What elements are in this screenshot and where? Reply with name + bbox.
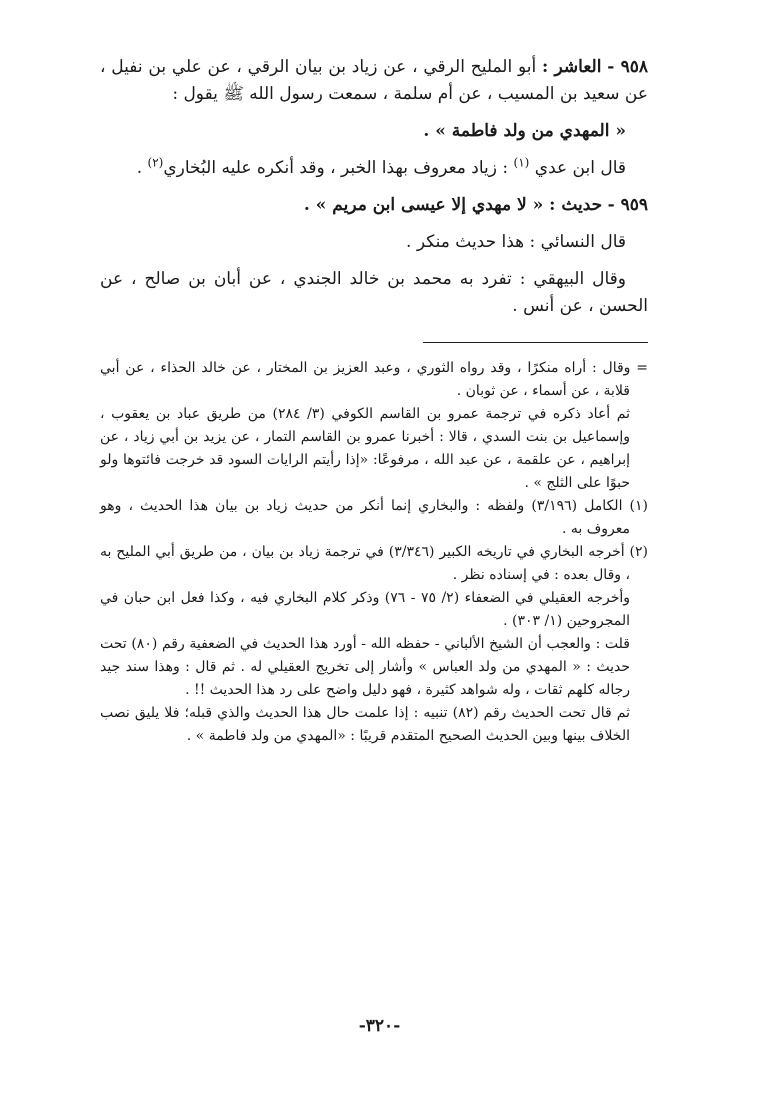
entry-heading: العاشر : bbox=[541, 57, 602, 77]
footnote-ref-2[interactable]: (٢) bbox=[147, 155, 164, 170]
footnote-2-para-b: وأخرجه العقيلي في الضعفاء (٢/ ٧٥ - ٧٦) وذكر كلام البخاري فيه ، وكذا فعل ابن حبان في المجروحين (١/ ٣٠٣) . bbox=[100, 590, 630, 629]
bayhaqi-statement: وقال البيهقي : تفرد به محمد بن خالد الجندي ، عن أبان بن صالح ، عن الحسن ، عن أنس . bbox=[100, 269, 648, 316]
hadith-quote: « المهدي من ولد فاطمة » . bbox=[423, 121, 626, 141]
entry-959 bbox=[100, 192, 648, 219]
page-number: -٣٢٠- bbox=[358, 1016, 401, 1036]
entry-text: أبو المليح الرقي ، عن زياد بن بيان الرقي ، عن علي بن نفيل ، عن سعيد بن المسيب ، عن أم سلمة ، سمعت رسول الله ﷺ يقول : bbox=[100, 57, 648, 104]
ibn-adi-statement bbox=[100, 155, 648, 182]
page-body bbox=[100, 54, 648, 748]
footnote-2-para-c: قلت : والعجب أن الشيخ الألباني - حفظه الله - أورد هذا الحديث في الضعفية رقم (٨٠) تحت حديث : « المهدي من ولد العباس » وأشار إلى تخريج العقيلي له . ثم قال : وهذا سند جيد رجاله كلهم ثقات ، وله شواهد كثيرة ، فهو دليل واضح على رد هذا الحديث !! . bbox=[100, 636, 630, 698]
footnote-2-para-d: ثم قال تحت الحديث رقم (٨٢) تنبيه : إذا علمت حال هذا الحديث والذي قبله؛ فلا يليق نصب الخلاف بينها وبين الحديث الصحيح المتقدم قريبًا : «المهدي من ولد فاطمة » . bbox=[100, 705, 630, 744]
main-text bbox=[100, 54, 648, 320]
footnotes bbox=[100, 357, 648, 748]
entry-958 bbox=[100, 54, 648, 108]
entry-number: ٩٥٨ - bbox=[607, 57, 649, 77]
footnote-continuation: = وقال : أراه منكرًا ، وقد رواه الثوري ، وعبد العزيز بن المختار ، عن خالد الحذاء ، عن أبي قلابة ، عن أسماء ، عن ثوبان . bbox=[100, 360, 648, 399]
footnote-2: (٢) أخرجه البخاري في تاريخه الكبير (٣/٣٤٦) في ترجمة زياد بن بيان ، من طريق أبي المليح به ، وقال بعده : في إسناده نظر . bbox=[100, 544, 648, 583]
footnote-ref-1[interactable]: (١) bbox=[513, 155, 530, 170]
footnote-continuation-2: ثم أعاد ذكره في ترجمة عمرو بن القاسم الكوفي (٣/ ٢٨٤) من طريق عباد بن يعقوب ، وإسماعيل بن بنت السدي ، قالا : أخبرنا عمرو بن القاسم التمار ، عن يزيد بن أبي زياد ، عن إبراهيم ، عن علقمة ، عن عبد الله ، مرفوعًا: «إذا رأيتم الرايات السود قد خرجت فائتوها ولو حبوًا على الثلج » . bbox=[100, 406, 631, 491]
ibn-adi-text-a: قال ابن عدي bbox=[534, 158, 626, 178]
ibn-adi-end: . bbox=[136, 158, 143, 178]
footnote-divider bbox=[423, 342, 648, 343]
nasai-statement: قال النسائي : هذا حديث منكر . bbox=[406, 232, 626, 252]
entry-heading: حديث : « لا مهدي إلا عيسى ابن مريم » . bbox=[303, 195, 603, 215]
entry-number: ٩٥٩ - bbox=[607, 195, 648, 215]
ibn-adi-text-b: : زياد معروف بهذا الخبر ، وقد أنكره عليه البُخاري bbox=[163, 158, 509, 178]
footnote-1: (١) الكامل (٣/١٩٦) ولفظه : والبخاري إنما أنكر من حديث زياد بن بيان هذا الحديث ، وهو معروف به . bbox=[100, 498, 648, 537]
